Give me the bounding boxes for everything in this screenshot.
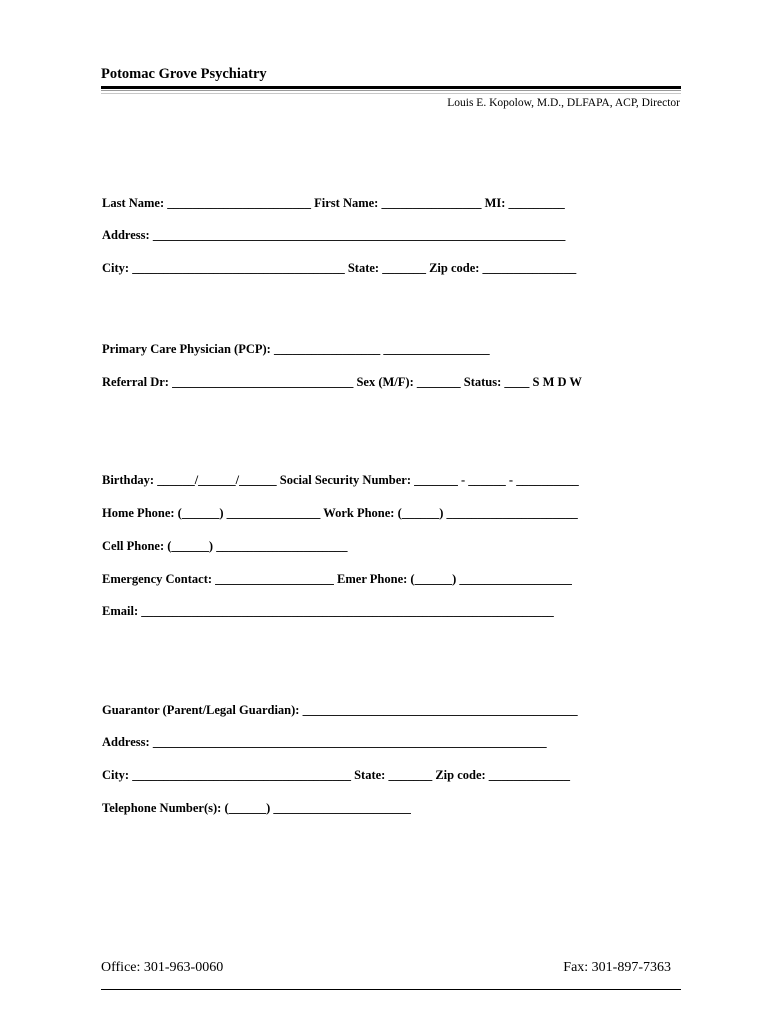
address-field-line[interactable]: Address: __________________________________________________________________: [102, 228, 566, 242]
footer-rule: [101, 989, 681, 990]
fax-number: Fax: 301-897-7363: [563, 960, 671, 975]
cell-phone-field-line[interactable]: Cell Phone: (______) _____________________: [102, 539, 348, 553]
home-work-phone-field-line[interactable]: Home Phone: (______) _______________ Work Phone: (______) _____________________: [102, 506, 578, 520]
header-rule-thick: [101, 86, 681, 89]
guarantor-city-state-zip-field-line[interactable]: City: ___________________________________ State: _______ Zip code: _____________: [102, 768, 571, 782]
director-line: Louis E. Kopolow, M.D., DLFAPA, ACP, Director: [447, 97, 680, 109]
referral-sex-status-field-line[interactable]: Referral Dr: _____________________________ Sex (M/F): _______ Status: ____ S M D W: [102, 375, 582, 389]
office-phone: Office: 301-963-0060: [101, 960, 224, 975]
guarantor-field-line[interactable]: Guarantor (Parent/Legal Guardian): ____________________________________________: [102, 703, 578, 717]
practice-name: Potomac Grove Psychiatry: [101, 66, 267, 82]
city-state-zip-field-line[interactable]: City: __________________________________ State: _______ Zip code: _______________: [102, 261, 577, 275]
birthday-ssn-field-line[interactable]: Birthday: ______/______/______ Social Security Number: _______ - ______ - __________: [102, 473, 579, 487]
guarantor-address-field-line[interactable]: Address: _______________________________________________________________: [102, 735, 547, 749]
name-field-line[interactable]: Last Name: _______________________ First Name: ________________ MI: _________: [102, 196, 565, 210]
pcp-field-line[interactable]: Primary Care Physician (PCP): _________________ _________________: [102, 342, 490, 356]
header-rule-thin: [101, 90, 681, 91]
header-rule-light: [101, 93, 681, 94]
guarantor-telephone-field-line[interactable]: Telephone Number(s): (______) ______________________: [102, 801, 411, 815]
email-field-line[interactable]: Email: __________________________________________________________________: [102, 604, 554, 618]
emergency-contact-field-line[interactable]: Emergency Contact: ___________________ Emer Phone: (______) __________________: [102, 572, 572, 586]
